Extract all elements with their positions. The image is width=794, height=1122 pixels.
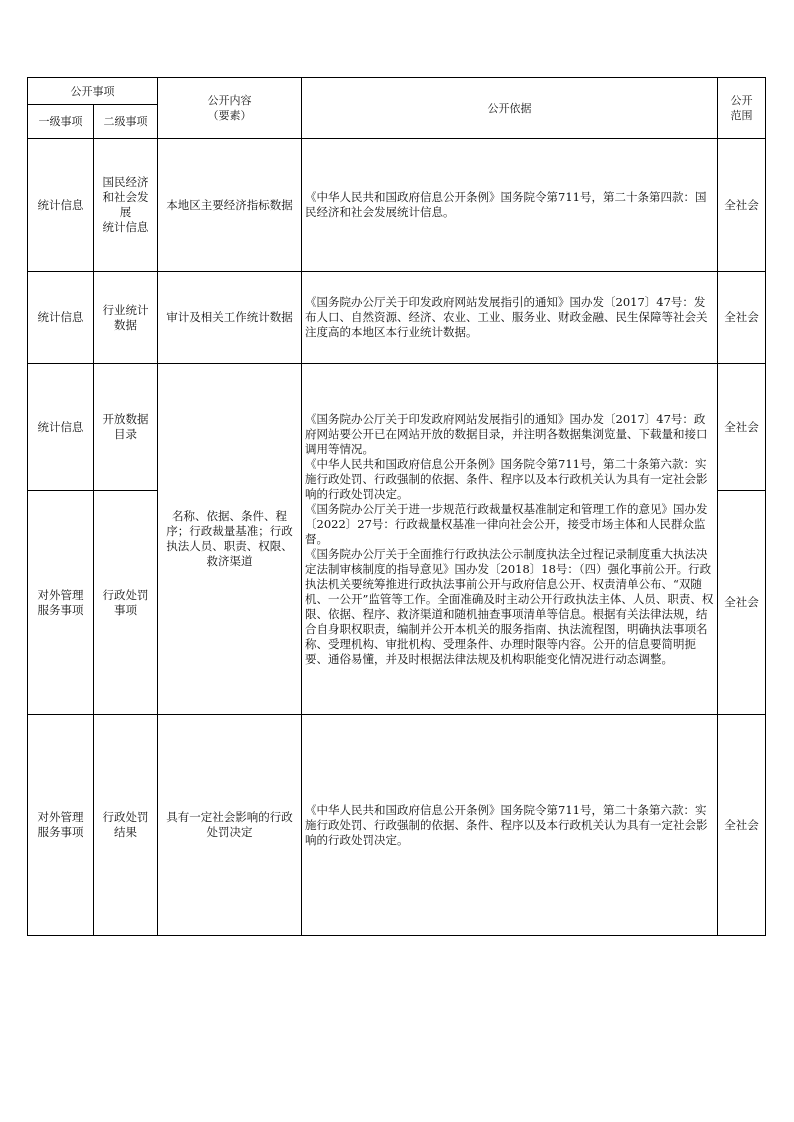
header-level2: 二级事项 xyxy=(94,105,158,139)
level2-cell: 开放数据 目录 xyxy=(94,364,158,491)
scope-cell: 全社会 xyxy=(718,491,766,715)
content-cell: 名称、依据、条件、程序；行政裁量基准；行政执法人员、职责、权限、救济渠道 xyxy=(158,364,302,715)
level1-cell: 统计信息 xyxy=(28,139,94,272)
header-basis: 公开依据 xyxy=(302,78,718,139)
scope-cell: 全社会 xyxy=(718,139,766,272)
header-disclosure-items: 公开事项 xyxy=(28,78,158,105)
level1-cell: 统计信息 xyxy=(28,364,94,491)
scope-cell: 全社会 xyxy=(718,715,766,936)
basis-cell xyxy=(302,139,718,272)
table-row xyxy=(28,272,766,364)
content-cell: 具有一定社会影响的行政处罚决定 xyxy=(158,715,302,936)
level2-cell: 行政处罚 结果 xyxy=(94,715,158,936)
level1-cell: 对外管理 服务事项 xyxy=(28,491,94,715)
basis-paragraph: 《中华人民共和国政府信息公开条例》国务院令第711号，第二十条第六款：实施行政处罚、行政强制的依据、条件、程序以及本行政机关认为具有一定社会影响的行政处罚决定。 xyxy=(305,456,708,501)
level1-cell: 对外管理 服务事项 xyxy=(28,715,94,936)
level1-cell: 统计信息 xyxy=(28,272,94,364)
scope-cell: 全社会 xyxy=(718,364,766,491)
table-row xyxy=(28,364,766,491)
scope-cell: 全社会 xyxy=(718,272,766,364)
basis-paragraph: 《国务院办公厅关于全面推行行政执法公示制度执法全过程记录制度重大执法决定法制审核制度的指导意见》国办发〔2018〕18号：（四）强化事前公开。行政执法机关要统筹推进行政执法事前公开与政府信息公开、权责清单公布、“双随机、一公开”监管等工作。全面准确及时主动公开行政执法主体、人员、职责、权限、依据、程序、救济渠道和随机抽查事项清单等信息。根据有关法律法规，结合自身职权职责，编制并公开本机关的服务指南、执法流程图，明确执法事项名称、受理机构、审批机构、受理条件、办理时限等内容。公开的信息要简明扼要、通俗易懂，并及时根据法律法规及机构职能变化情况进行动态调整。 xyxy=(305,546,714,666)
level2-cell: 国民经济 和社会发展 统计信息 xyxy=(94,139,158,272)
header-level1: 一级事项 xyxy=(28,105,94,139)
level2-cell: 行业统计 数据 xyxy=(94,272,158,364)
basis-paragraph: 《国务院办公厅关于印发政府网站发展指引的通知》国办发〔2017〕47号：政府网站要公开已在网站开放的数据目录，并注明各数据集浏览量、下载量和接口调用等情况。 xyxy=(305,411,708,456)
header-scope: 公开 范围 xyxy=(718,78,766,139)
basis-cell xyxy=(302,715,718,936)
basis-paragraph: 《中华人民共和国政府信息公开条例》国务院令第711号，第二十条第四款：国民经济和社会发展统计信息。 xyxy=(305,190,707,219)
basis-paragraph: 《国务院办公厅关于进一步规范行政裁量权基准制定和管理工作的意见》国办发〔2022〕27号：行政裁量权基准一律向社会公开，接受市场主体和人民群众监督。 xyxy=(305,501,708,546)
content-cell: 本地区主要经济指标数据 xyxy=(158,139,302,272)
disclosure-table xyxy=(27,77,766,936)
basis-paragraph: 《中华人民共和国政府信息公开条例》国务院令第711号，第二十条第六款：实施行政处罚、行政强制的依据、条件、程序以及本行政机关认为具有一定社会影响的行政处罚决定。 xyxy=(305,802,708,847)
basis-cell xyxy=(302,364,718,715)
content-cell: 审计及相关工作统计数据 xyxy=(158,272,302,364)
table-row xyxy=(28,139,766,272)
basis-cell xyxy=(302,272,718,364)
header-content: 公开内容 （要素） xyxy=(158,78,302,139)
level2-cell: 行政处罚 事项 xyxy=(94,491,158,715)
basis-paragraph: 《国务院办公厅关于印发政府网站发展指引的通知》国办发〔2017〕47号：发布人口、自然资源、经济、农业、工业、服务业、财政金融、民生保障等社会关注度高的本地区本行业统计数据。 xyxy=(305,295,708,339)
table-row xyxy=(28,715,766,936)
